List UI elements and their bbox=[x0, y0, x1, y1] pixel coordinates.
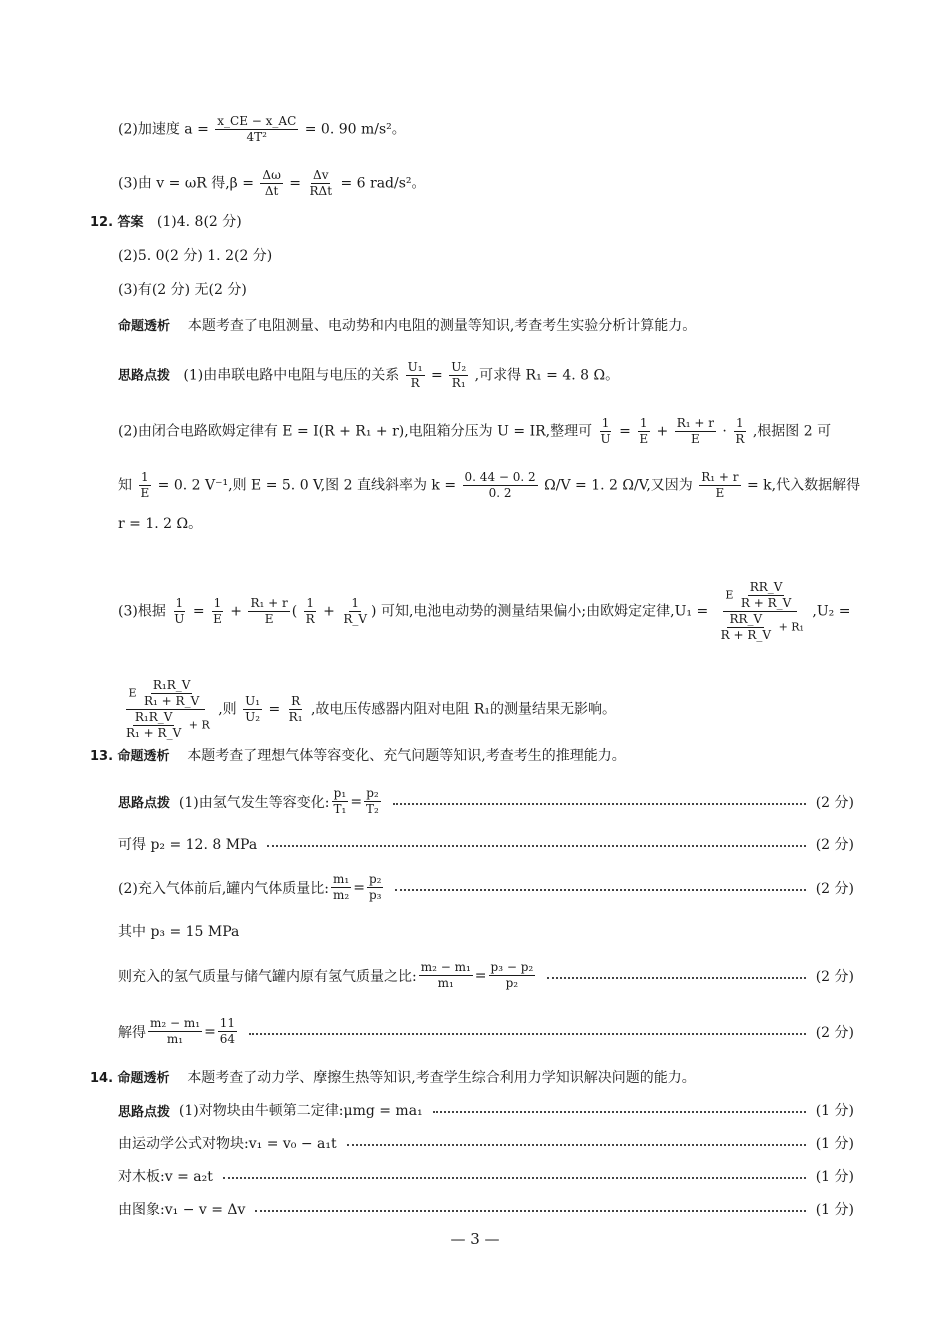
den: R₁ bbox=[288, 710, 303, 724]
text: ,故电压传感器内阻对电阻 R₁的测量结果无影响。 bbox=[310, 701, 617, 718]
leader-dots bbox=[433, 1111, 806, 1113]
answer-1: (1)4. 8(2 分) bbox=[156, 214, 242, 230]
den: E bbox=[639, 432, 649, 446]
q14-row-1 bbox=[118, 1100, 854, 1120]
text: (3)根据 bbox=[118, 603, 166, 620]
num: 11 bbox=[219, 1016, 236, 1030]
s11-accel bbox=[118, 114, 406, 145]
den: RΔt bbox=[309, 184, 333, 198]
den: E bbox=[264, 612, 274, 626]
fraction bbox=[215, 114, 298, 145]
text: (2)充入气体前后,罐内气体质量比: bbox=[118, 880, 329, 897]
s11-angular: (3)由 v = ωR 得,β = $\frac{\Delta\omega}{\Delta t}$ = $\frac{\Delta v}{\text{RΔt}}$ = 6 rad/s²。 bbox=[118, 168, 426, 198]
text: Ω/V = 1. 2 Ω/V,又因为 bbox=[544, 477, 693, 494]
num: m₂ − m₁ bbox=[150, 1016, 201, 1030]
text: = 0. 2 V⁻¹,则 E = 5. 0 V,图 2 直线斜率为 k = bbox=[157, 477, 457, 494]
num: 0. 44 − 0. 2 bbox=[464, 470, 536, 484]
var: E bbox=[128, 686, 137, 700]
num: RR_V bbox=[749, 580, 783, 594]
num bbox=[723, 580, 797, 612]
leader-dots bbox=[393, 803, 806, 805]
leader-dots bbox=[267, 845, 806, 847]
q12-answer-3: (3)有(2 分) 无(2 分) bbox=[118, 282, 247, 298]
leader-dots bbox=[249, 1033, 806, 1035]
fraction bbox=[248, 596, 289, 627]
analysis-label: 命题透析 bbox=[117, 749, 170, 764]
text: = 0. 90 m/s²。 bbox=[304, 121, 406, 138]
points: (1 分) bbox=[815, 1103, 854, 1119]
text: 由图象:v₁ − v = Δv bbox=[118, 1202, 246, 1218]
tip-label: 思路点拨 bbox=[118, 796, 171, 811]
text: ,根据图 2 可 bbox=[752, 423, 832, 440]
den: E bbox=[715, 486, 725, 500]
analysis-label: 命题透析 bbox=[118, 319, 171, 334]
text: (1)由串联电路中电阻与电压的关系 bbox=[183, 367, 400, 384]
num: p₁ bbox=[333, 786, 347, 800]
q13-row-6: 解得 $\frac{\text{m₂ − m₁}}{\text{m₁}}$ = $\frac{11}{64}$ (2 分) bbox=[118, 1016, 854, 1046]
fraction bbox=[260, 168, 282, 199]
den: R + R_V bbox=[720, 628, 772, 642]
den: R_V bbox=[343, 612, 368, 626]
fraction bbox=[719, 612, 773, 643]
den: R bbox=[305, 612, 315, 626]
num: 1 bbox=[736, 416, 744, 430]
den: U bbox=[600, 432, 611, 446]
q13-row-2 bbox=[118, 834, 854, 854]
var: + R₁ bbox=[778, 620, 804, 634]
fraction bbox=[419, 960, 473, 991]
den: R₁ + R_V bbox=[126, 726, 182, 740]
num: R bbox=[291, 694, 301, 708]
fraction bbox=[406, 360, 425, 391]
fraction bbox=[739, 580, 793, 611]
q13-analysis bbox=[90, 746, 626, 767]
num: U₂ bbox=[451, 360, 467, 374]
num: p₂ bbox=[368, 872, 382, 886]
leader-dots bbox=[347, 1144, 806, 1146]
num: p₂ bbox=[366, 786, 379, 800]
q12-tip-2a: (2)由闭合电路欧姆定律有 E = I(R + R₁ + r),电阻箱分压为 U = IR,整理可 $\frac{1}{U}$ = $\frac{1}{E}$ + $\frac{\text{R₁ + r}}{E}$ · $\frac{1}{R}$ ,根据图 2 可 bbox=[118, 416, 832, 446]
num: x_CE − x_AC bbox=[217, 114, 297, 128]
q13-row-5: 则充入的氢气质量与储气罐内原有氢气质量之比: $\frac{\text{m₂ − m₁}}{\text{m₁}}$ = $\frac{\text{p₃ − p₂}}{\text{p₂}}$ (2 分) bbox=[118, 960, 854, 990]
fraction bbox=[699, 470, 740, 501]
q12-analysis bbox=[118, 316, 696, 337]
num: Δω bbox=[262, 168, 281, 182]
num: p₃ − p₂ bbox=[490, 960, 534, 974]
text: 对木板:v = a₂t bbox=[118, 1169, 213, 1185]
num: U₁ bbox=[245, 694, 261, 708]
analysis-text: 本题考查了动力学、摩擦生热等知识,考查学生综合利用力学知识解决问题的能力。 bbox=[187, 1070, 696, 1086]
num: R₁ + r bbox=[676, 416, 714, 430]
q12-tip-3b: E $\frac{\text{R₁R\_V}}{\text{R₁ + R\_V}}$ $\frac{\text{R₁R\_V}}{\text{R₁ + R\_V}}$ + R ,则 $\frac{\text{U₁}}{\text{U₂}}$ = $\frac{R}{\text{R₁}}$ ,故电压传感器内阻对电阻 R₁的测量结果无影响。 bbox=[118, 678, 616, 741]
points: (2 分) bbox=[815, 1024, 854, 1041]
num: 1 bbox=[351, 596, 360, 610]
question-label: 12. 答案 bbox=[90, 215, 144, 230]
num: U₁ bbox=[407, 360, 423, 374]
fraction bbox=[449, 360, 468, 391]
den: R bbox=[735, 432, 745, 446]
q13-row-4: 其中 p₃ = 15 MPa bbox=[118, 924, 240, 940]
num bbox=[126, 678, 205, 710]
den bbox=[120, 710, 212, 741]
den: T₂ bbox=[366, 802, 379, 816]
fraction bbox=[218, 1016, 237, 1047]
text: ,则 bbox=[218, 701, 237, 718]
den: R₁ + R_V bbox=[144, 694, 200, 708]
fraction bbox=[172, 596, 186, 627]
q12-answer-2: (2)5. 0(2 分) 1. 2(2 分) bbox=[118, 248, 273, 264]
text: 则充入的氢气质量与储气罐内原有氢气质量之比: bbox=[118, 968, 417, 985]
den: E bbox=[690, 432, 700, 446]
page-number: — 3 — bbox=[450, 1230, 500, 1248]
num: R₁R_V bbox=[134, 710, 173, 724]
fraction bbox=[243, 694, 262, 725]
q13-row-3: (2)充入气体前后,罐内气体质量比: $\frac{\text{m₁}}{\text{m₂}}$ = $\frac{\text{p₂}}{\text{p₃}}$ (2 分) bbox=[118, 872, 854, 902]
fraction bbox=[148, 1016, 202, 1047]
text: (1)由氢气发生等容变化: bbox=[178, 794, 330, 811]
var: E bbox=[725, 588, 734, 602]
text: (2)加速度 a = bbox=[118, 121, 209, 138]
den: R₁ bbox=[451, 376, 466, 390]
fraction bbox=[599, 416, 613, 447]
num: Δv bbox=[313, 168, 329, 182]
q14-analysis bbox=[90, 1068, 696, 1089]
text: = k,代入数据解得 bbox=[746, 477, 861, 494]
den: U bbox=[174, 612, 185, 626]
den: m₂ bbox=[333, 888, 350, 902]
fraction bbox=[308, 168, 335, 199]
text: (3)由 v = ωR 得,β = bbox=[118, 175, 254, 192]
q12-tip-3a: (3)根据 $\frac{1}{U}$ = $\frac{1}{E}$ + $\frac{\text{R₁ + r}}{E}$ ( $\frac{1}{R}$ + $\frac{1}{R\_V}$ ) 可知,电池电动势的测量结果偏小;由欧姆定定律,U₁ = E $\frac{RR\_V}{R + R\_V}$ $\frac{RR\_V}{R + R\_V}$ + R₁ ,U₂ = bbox=[118, 580, 851, 642]
fraction bbox=[463, 470, 538, 501]
text: (1)对物块由牛顿第二定律:μmg = ma₁ bbox=[178, 1103, 423, 1119]
question-label: 13. bbox=[90, 749, 114, 764]
analysis-text: 本题考查了电阻测量、电动势和内电阻的测量等知识,考查考生实验分析计算能力。 bbox=[187, 318, 697, 334]
num: R₁ + r bbox=[701, 470, 739, 484]
text: 由运动学公式对物块:v₁ = v₀ − a₁t bbox=[118, 1136, 337, 1152]
den: 0. 2 bbox=[488, 486, 512, 500]
text: 知 bbox=[118, 477, 132, 494]
text: = 6 rad/s²。 bbox=[340, 175, 426, 192]
num: 1 bbox=[306, 596, 314, 610]
analysis-text: 本题考查了理想气体等容变化、充气问题等知识,考查考生的推理能力。 bbox=[187, 748, 626, 764]
q12-header bbox=[90, 212, 242, 233]
den bbox=[715, 612, 806, 643]
text: 可得 p₂ = 12. 8 MPa bbox=[118, 837, 258, 853]
question-label: 14. bbox=[90, 1071, 114, 1086]
tip-label: 思路点拨 bbox=[118, 368, 171, 384]
compound-fraction bbox=[120, 678, 212, 741]
fraction bbox=[733, 416, 746, 447]
leader-dots bbox=[547, 977, 806, 979]
compound-fraction bbox=[715, 580, 806, 643]
q14-row-3 bbox=[118, 1166, 854, 1186]
text: 解得 bbox=[118, 1024, 146, 1041]
den: p₂ bbox=[505, 976, 519, 990]
fraction bbox=[364, 786, 381, 817]
den: Δt bbox=[264, 184, 279, 198]
q13-row-1: 思路点拨 (1)由氢气发生等容变化: $\frac{\text{p₁}}{\text{T₁}}$ = $\frac{\text{p₂}}{\text{T₂}}$ (2 分) bbox=[118, 786, 854, 816]
num: 1 bbox=[175, 596, 184, 610]
text: ,U₂ = bbox=[812, 603, 851, 620]
fraction bbox=[341, 596, 369, 627]
q12-tip-1: 思路点拨 (1)由串联电路中电阻与电压的关系 $\frac{\text{U₁}}{R}$ = $\frac{\text{U₂}}{\text{R₁}}$ ,可求得 R₁ = 4. 8 Ω。 bbox=[118, 360, 620, 390]
tip-label: 思路点拨 bbox=[118, 1104, 171, 1120]
text: ,可求得 R₁ = 4. 8 Ω。 bbox=[474, 367, 620, 384]
q14-row-4 bbox=[118, 1199, 854, 1219]
fraction bbox=[331, 872, 351, 903]
den: 4T² bbox=[246, 130, 267, 144]
den: E bbox=[140, 486, 150, 500]
fraction bbox=[211, 596, 224, 627]
text: (2)由闭合电路欧姆定律有 E = I(R + R₁ + r),电阻箱分压为 U = IR,整理可 bbox=[118, 423, 593, 440]
points: (1 分) bbox=[815, 1136, 854, 1152]
q14-row-2 bbox=[118, 1133, 854, 1153]
den: m₁ bbox=[437, 976, 454, 990]
q12-tip-2c: r = 1. 2 Ω。 bbox=[118, 516, 203, 532]
den: p₃ bbox=[368, 888, 382, 902]
leader-dots bbox=[223, 1177, 806, 1179]
num: 1 bbox=[639, 416, 648, 430]
fraction bbox=[304, 596, 317, 627]
num: 1 bbox=[213, 596, 222, 610]
den: m₁ bbox=[166, 1032, 184, 1046]
leader-dots bbox=[255, 1210, 805, 1212]
q12-tip-2b bbox=[118, 470, 860, 501]
fraction bbox=[675, 416, 716, 447]
fraction bbox=[287, 694, 305, 725]
points: (2 分) bbox=[815, 880, 854, 897]
num: 1 bbox=[141, 470, 149, 484]
var: + R bbox=[188, 718, 210, 732]
den: U₂ bbox=[245, 710, 261, 724]
leader-dots bbox=[395, 889, 805, 891]
num: R₁ + r bbox=[250, 596, 288, 610]
num: m₂ − m₁ bbox=[420, 960, 471, 974]
points: (2 分) bbox=[815, 837, 854, 853]
points: (2 分) bbox=[815, 794, 854, 811]
den: E bbox=[213, 612, 222, 626]
den: R bbox=[410, 376, 420, 390]
den: T₁ bbox=[333, 802, 347, 816]
den: 64 bbox=[219, 1032, 236, 1046]
num: m₁ bbox=[333, 872, 350, 886]
fraction bbox=[331, 786, 348, 817]
fraction bbox=[138, 470, 151, 501]
num: RR_V bbox=[729, 612, 763, 626]
fraction bbox=[637, 416, 650, 447]
fraction bbox=[142, 678, 201, 709]
points: (1 分) bbox=[815, 1202, 854, 1218]
num: 1 bbox=[601, 416, 610, 430]
text: 可知,电池电动势的测量结果偏小;由欧姆定定律,U₁ = bbox=[380, 603, 709, 620]
fraction bbox=[124, 710, 183, 741]
points: (2 分) bbox=[815, 968, 854, 985]
analysis-label: 命题透析 bbox=[117, 1071, 170, 1086]
den: R + R_V bbox=[740, 596, 792, 610]
points: (1 分) bbox=[815, 1169, 854, 1185]
fraction bbox=[489, 960, 536, 991]
num: R₁R_V bbox=[152, 678, 191, 692]
fraction bbox=[367, 872, 384, 903]
